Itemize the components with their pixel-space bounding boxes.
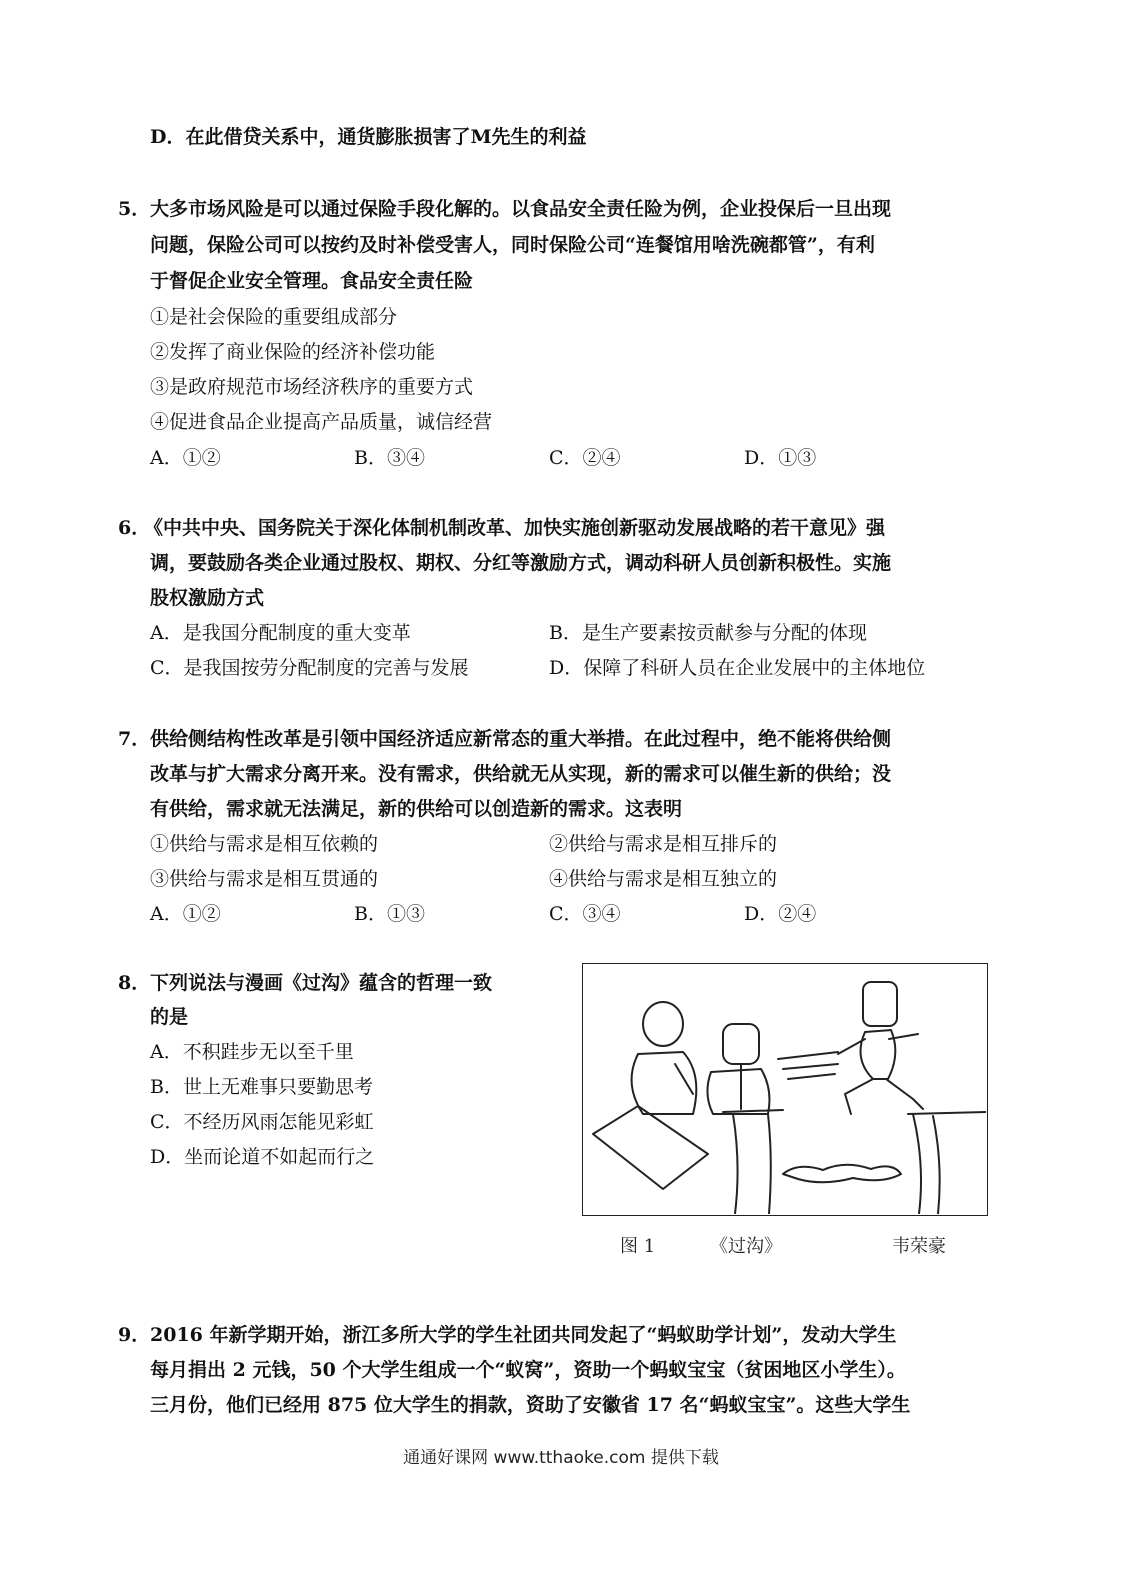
figure-caption-number: 图 1 <box>620 1236 656 1257</box>
cartoon-illustration <box>582 963 988 1216</box>
q7-item: ④供给与需求是相互独立的 <box>549 868 778 890</box>
q9-stem-line: 三月份，他们已经用 875 位大学生的捐款，资助了安徽省 17 名“蚂蚁宝宝”。这些大学生 <box>150 1394 911 1416</box>
figure-caption-title: 《过沟》 <box>710 1236 782 1257</box>
page-footer: 通通好课网 www.tthaoke.com 提供下载 <box>403 1448 719 1468</box>
q7-stem-line: 改革与扩大需求分离开来。没有需求，供给就无从实现，新的需求可以催生新的供给；没 <box>150 763 892 785</box>
q5-stem-line: 于督促企业安全管理。食品安全责任险 <box>150 270 474 292</box>
q4-option-d: D．在此借贷关系中，通货膨胀损害了M先生的利益 <box>150 126 587 148</box>
q7-option-d: D．②④ <box>744 903 817 925</box>
q7-stem-line: 有供给，需求就无法满足，新的供给可以创造新的需求。这表明 <box>150 798 683 820</box>
q6-stem-line: 调，要鼓励各类企业通过股权、期权、分红等激励方式，调动科研人员创新积极性。实施 <box>150 552 892 574</box>
q6-stem-line: 《中共中央、国务院关于深化体制机制改革、加快实施创新驱动发展战略的若干意见》强 <box>144 517 886 539</box>
q5-stem-line: 大多市场风险是可以通过保险手段化解的。以食品安全责任险为例，企业投保后一旦出现 <box>150 198 892 220</box>
q7-item: ③供给与需求是相互贯通的 <box>150 868 379 890</box>
q5-stem-line: 问题，保险公司可以按约及时补偿受害人，同时保险公司“连餐馆用啥洗碗都管”，有利 <box>150 234 875 256</box>
q5-option-b: B．③④ <box>354 447 425 469</box>
q7-item: ②供给与需求是相互排斥的 <box>549 833 778 855</box>
q9-number: 9． <box>118 1324 151 1346</box>
q7-option-a: A．①② <box>150 903 221 925</box>
q7-option-b: B．①③ <box>354 903 425 925</box>
q7-number: 7． <box>118 728 151 750</box>
q5-item: ②发挥了商业保险的经济补偿功能 <box>150 341 436 363</box>
q9-stem-line: 2016 年新学期开始，浙江多所大学的学生社团共同发起了“蚂蚁助学计划”，发动大学生 <box>150 1324 897 1346</box>
q6-stem-line: 股权激励方式 <box>150 587 265 609</box>
figure-caption-author: 韦荣豪 <box>892 1236 946 1257</box>
q7-item: ①供给与需求是相互依赖的 <box>150 833 379 855</box>
q8-stem-line: 的是 <box>150 1006 189 1028</box>
q5-item: ①是社会保险的重要组成部分 <box>150 306 398 328</box>
q5-option-d: D．①③ <box>744 447 817 469</box>
q6-number: 6． <box>118 517 151 539</box>
q5-option-a: A．①② <box>150 447 221 469</box>
cartoon-drawing <box>583 964 986 1214</box>
q5-option-c: C．②④ <box>549 447 621 469</box>
q6-option-c: C．是我国按劳分配制度的完善与发展 <box>150 657 469 679</box>
q6-option-b: B．是生产要素按贡献参与分配的体现 <box>549 622 867 644</box>
q5-number: 5． <box>118 198 151 220</box>
q5-item: ④促进食品企业提高产品质量，诚信经营 <box>150 411 493 433</box>
q6-option-d: D．保障了科研人员在企业发展中的主体地位 <box>549 657 926 679</box>
q8-option-d: D．坐而论道不如起而行之 <box>150 1146 375 1168</box>
q7-stem-line: 供给侧结构性改革是引领中国经济适应新常态的重大举措。在此过程中，绝不能将供给侧 <box>150 728 892 750</box>
q6-option-a: A．是我国分配制度的重大变革 <box>150 622 411 644</box>
q9-stem-line: 每月捐出 2 元钱，50 个大学生组成一个“蚁窝”，资助一个蚂蚁宝宝（贫困地区小学生）。 <box>150 1359 906 1381</box>
q8-option-a: A．不积跬步无以至千里 <box>150 1041 354 1063</box>
q8-stem-line: 下列说法与漫画《过沟》蕴含的哲理一致 <box>150 972 493 994</box>
q8-option-b: B．世上无难事只要勤思考 <box>150 1076 373 1098</box>
q8-number: 8． <box>118 972 151 994</box>
q5-item: ③是政府规范市场经济秩序的重要方式 <box>150 376 474 398</box>
q7-option-c: C．③④ <box>549 903 621 925</box>
q8-option-c: C．不经历风雨怎能见彩虹 <box>150 1111 374 1133</box>
